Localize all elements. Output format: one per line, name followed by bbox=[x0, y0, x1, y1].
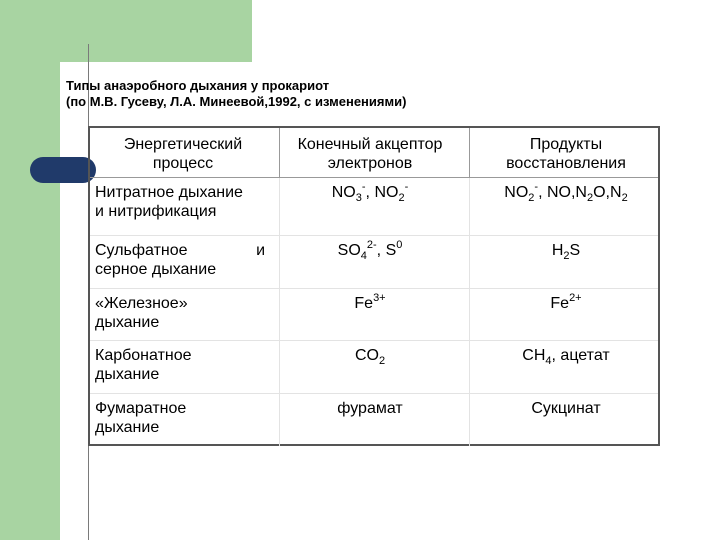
formula-part: - bbox=[534, 181, 539, 193]
table-header-row bbox=[90, 132, 658, 176]
formula-part: 2- bbox=[366, 239, 377, 251]
row-line-4 bbox=[90, 393, 658, 394]
formula-part: 2 bbox=[586, 192, 594, 204]
formula-part: 2 bbox=[563, 250, 570, 262]
process-line1-wrap bbox=[95, 241, 271, 260]
table-row bbox=[90, 343, 658, 393]
formula-part: , NO,N bbox=[538, 184, 587, 201]
cell-process bbox=[95, 396, 271, 444]
table-row bbox=[90, 238, 658, 288]
header-acceptor bbox=[275, 132, 465, 176]
formula-part: 2 bbox=[378, 355, 386, 367]
header-acceptor-line1: Конечный акцептор bbox=[297, 136, 443, 153]
formula-part: , NO bbox=[365, 184, 399, 201]
cell-products bbox=[472, 180, 660, 234]
title-line-1: Типы анаэробного дыхания у прокариот bbox=[66, 78, 330, 93]
process-line2: дыхание bbox=[95, 314, 160, 331]
formula-part: 3 bbox=[355, 192, 362, 204]
respiration-table bbox=[88, 126, 660, 446]
products-value: Сукцинат bbox=[531, 400, 601, 417]
formula-part: - bbox=[404, 181, 409, 193]
formula-part: NO bbox=[504, 184, 529, 201]
cell-acceptor bbox=[275, 343, 465, 393]
table-row bbox=[90, 291, 658, 341]
cell-acceptor bbox=[275, 291, 465, 341]
formula-part: 4 bbox=[545, 355, 552, 367]
formula-part: S bbox=[569, 242, 581, 259]
acceptor-value: фурамат bbox=[337, 400, 403, 417]
row-line-2 bbox=[90, 288, 658, 289]
process-line2: серное дыхание bbox=[95, 261, 217, 278]
cell-process bbox=[95, 343, 271, 393]
table-row bbox=[90, 396, 658, 444]
row-line-1 bbox=[90, 235, 658, 236]
formula-part: 4 bbox=[360, 250, 367, 262]
header-products-line1: Продукты bbox=[529, 136, 603, 153]
formula-part: 3+ bbox=[373, 292, 386, 304]
header-products bbox=[472, 132, 660, 176]
formula-part: , S bbox=[376, 242, 397, 259]
header-process-line2: процесс bbox=[152, 155, 214, 172]
cell-products bbox=[472, 291, 660, 341]
process-line2: и нитрификация bbox=[95, 203, 217, 220]
formula-part: , ацетат bbox=[551, 347, 610, 364]
formula-part: H bbox=[551, 242, 564, 259]
cell-process bbox=[95, 180, 271, 234]
navy-decor-bar bbox=[30, 157, 96, 183]
formula-part: 2 bbox=[621, 192, 628, 204]
formula-part: - bbox=[361, 181, 366, 193]
cell-acceptor bbox=[275, 396, 465, 444]
header-acceptor-line2: электронов bbox=[327, 155, 413, 172]
cell-acceptor bbox=[275, 238, 465, 288]
cell-process bbox=[95, 291, 271, 341]
header-process bbox=[95, 132, 271, 176]
formula-part: Fe bbox=[354, 295, 374, 312]
header-process-line1: Энергетический bbox=[123, 136, 243, 153]
header-bottom-line bbox=[90, 177, 658, 178]
formula-part: CH bbox=[522, 347, 546, 364]
cell-acceptor bbox=[275, 180, 465, 234]
title-line-2: (по М.В. Гусеву, Л.А. Минеевой,1992, с изменениями) bbox=[66, 94, 407, 109]
cell-products bbox=[472, 238, 660, 288]
formula-part: NO bbox=[331, 184, 356, 201]
process-line2: дыхание bbox=[95, 419, 160, 436]
formula-part: O,N bbox=[593, 184, 622, 201]
slide-title bbox=[66, 78, 406, 110]
formula-part: 2+ bbox=[569, 292, 582, 304]
formula-part: 2 bbox=[398, 192, 405, 204]
header-products-line2: восстановления bbox=[506, 155, 626, 172]
process-extra: и bbox=[256, 242, 265, 259]
cell-products bbox=[472, 343, 660, 393]
table-row bbox=[90, 180, 658, 234]
process-line1: Сульфатное bbox=[95, 242, 188, 259]
formula-part: SO bbox=[337, 242, 361, 259]
process-line1: Фумаратное bbox=[95, 400, 187, 417]
formula-part: 0 bbox=[396, 239, 403, 251]
formula-part: Fe bbox=[550, 295, 570, 312]
formula-part: CO bbox=[354, 347, 379, 364]
process-line1: Нитратное дыхание bbox=[95, 184, 243, 201]
green-decor-left bbox=[0, 0, 60, 540]
formula-part: 2 bbox=[528, 192, 535, 204]
cell-process bbox=[95, 238, 271, 288]
cell-products bbox=[472, 396, 660, 444]
process-line1: «Железное» bbox=[95, 295, 188, 312]
process-line1: Карбонатное bbox=[95, 347, 192, 364]
process-line2: дыхание bbox=[95, 366, 160, 383]
